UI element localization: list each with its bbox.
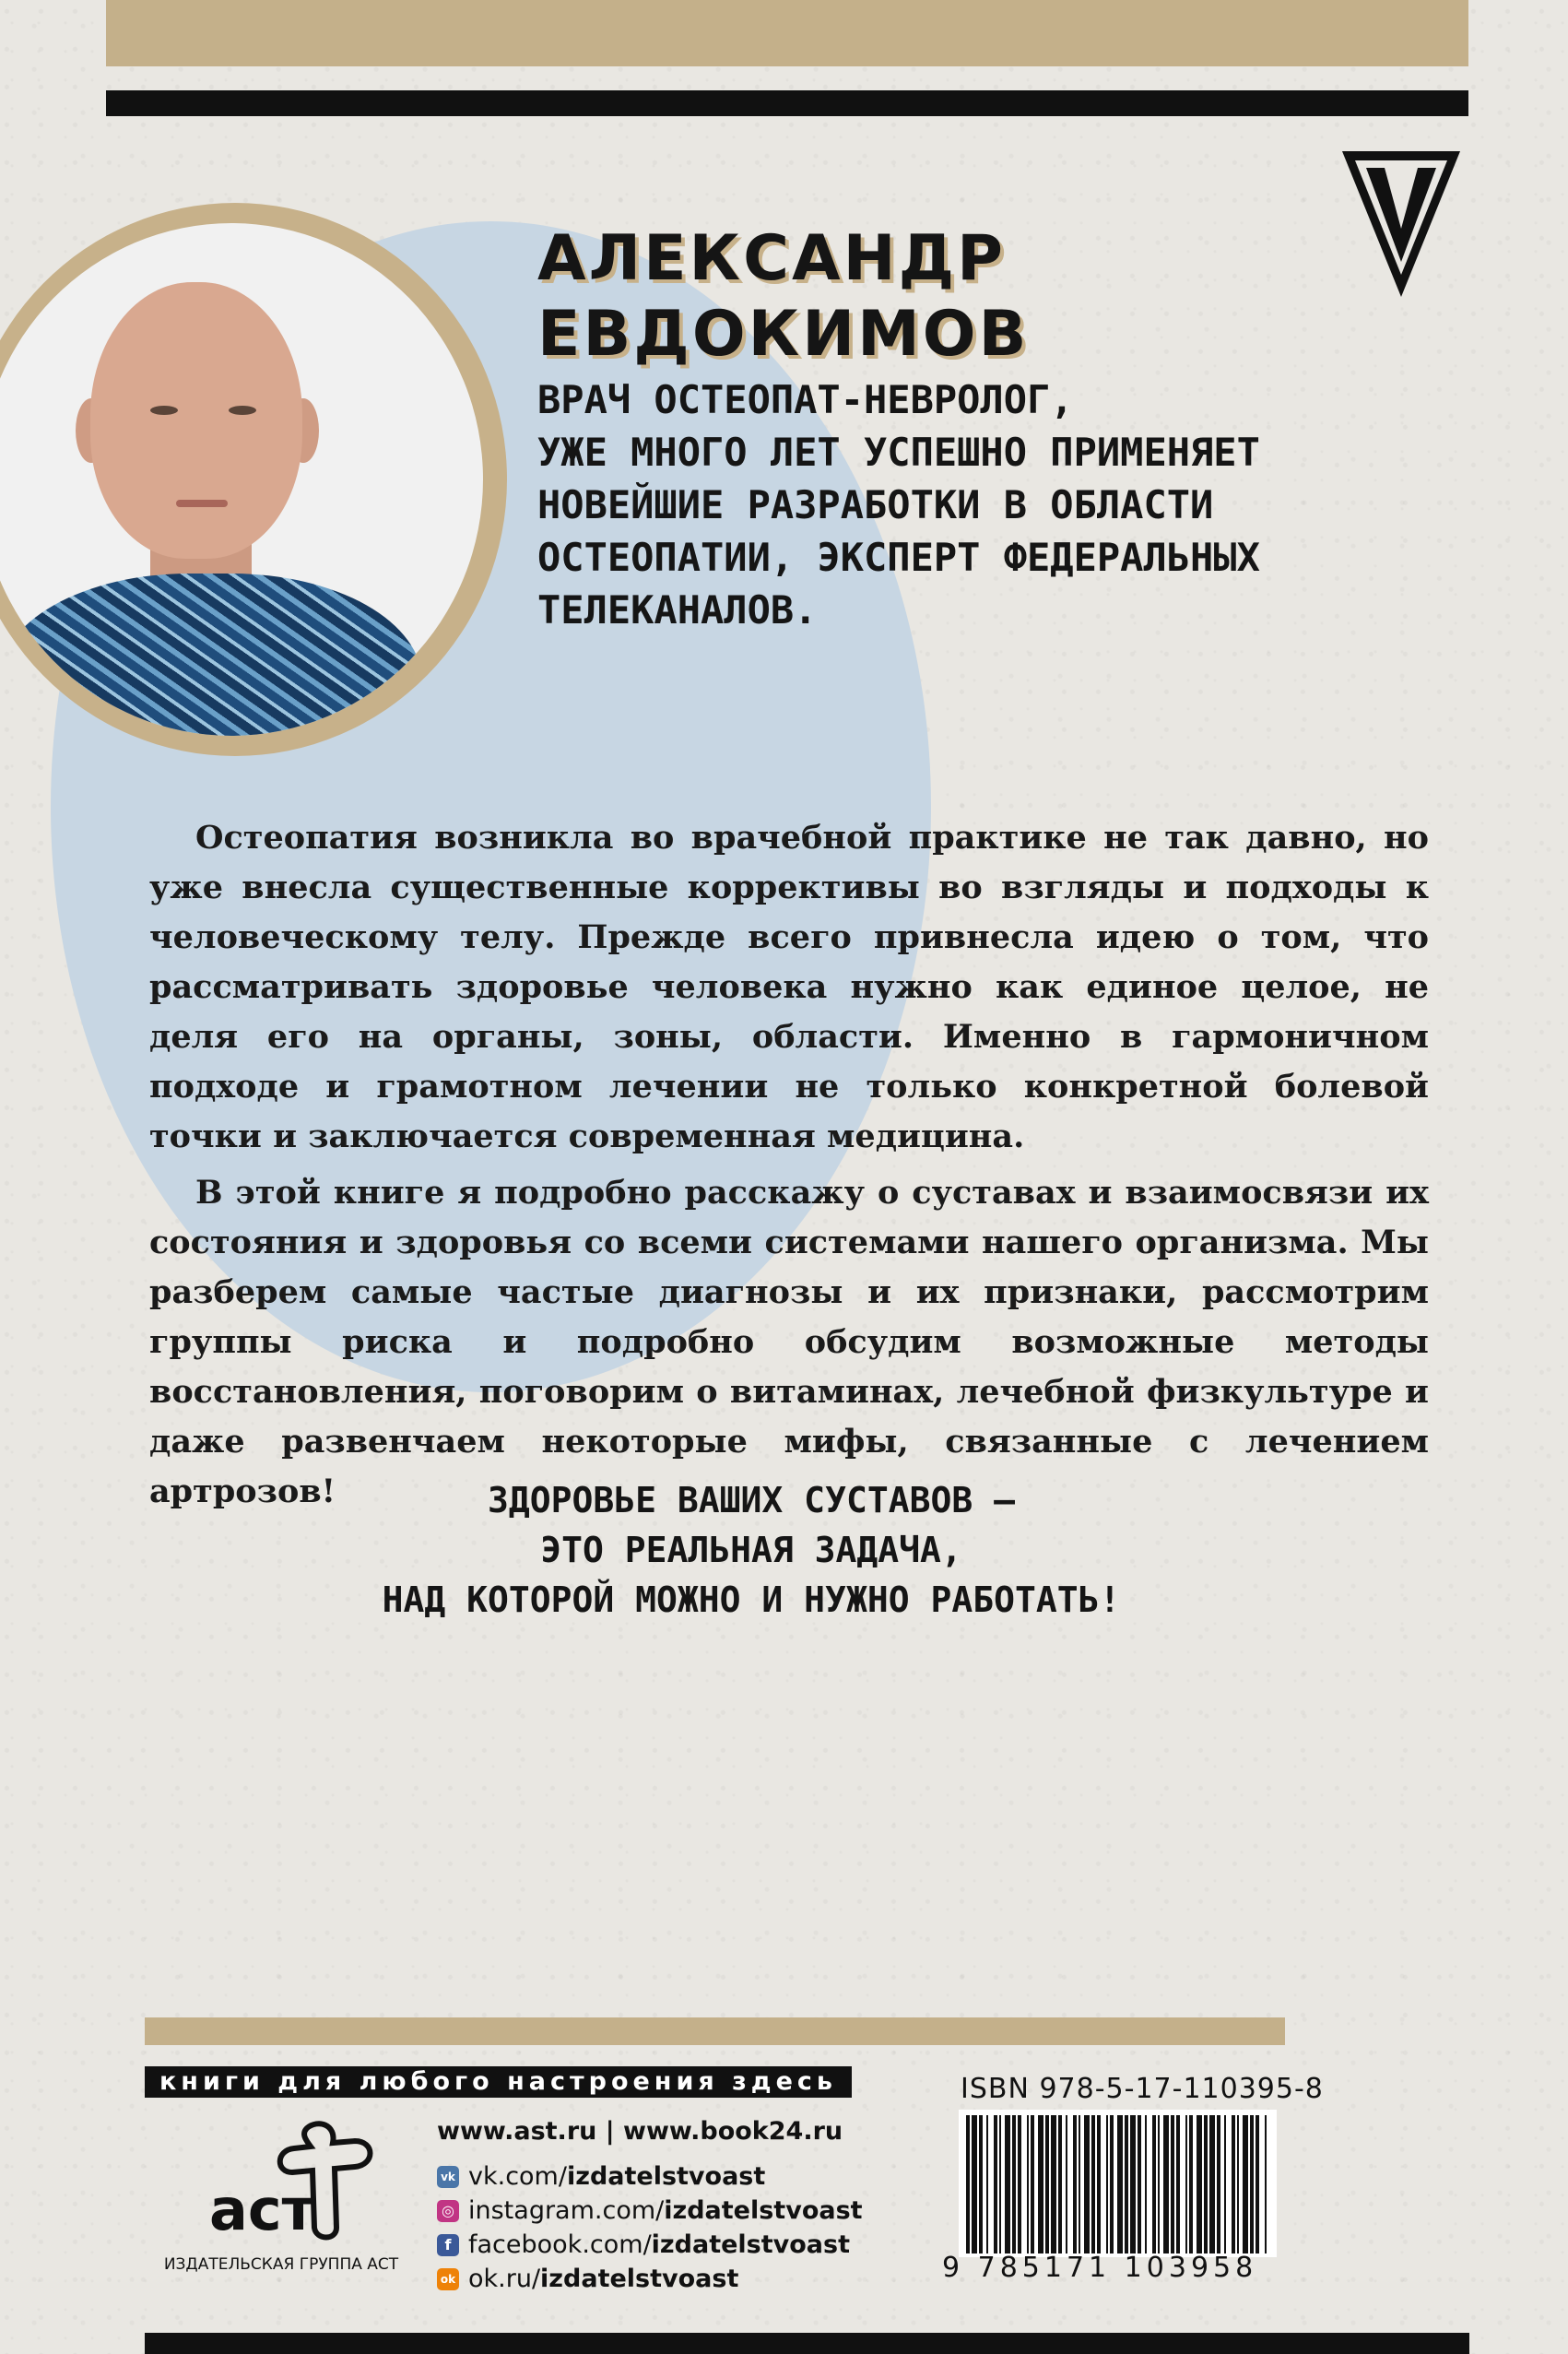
social-link-vk[interactable]: vk vk.com/ izdatelstvoast <box>437 2159 863 2194</box>
barcode-icon <box>959 2110 1277 2257</box>
author-first-name: АЛЕКСАНДР <box>537 222 1006 295</box>
publisher-sites[interactable]: www.ast.ru | www.book24.ru <box>437 2117 843 2146</box>
isbn-number: ISBN 978-5-17-110395-8 <box>961 2073 1324 2105</box>
barcode-stripe <box>1125 2115 1128 2253</box>
barcode-stripe <box>1163 2115 1169 2253</box>
barcode-stripe <box>1073 2115 1077 2253</box>
barcode-stripe <box>1217 2115 1220 2253</box>
barcode-stripe <box>1106 2115 1108 2253</box>
author-last-name: ЕВДОКИМОВ <box>537 298 1030 371</box>
barcode-digits: 9 785171 103958 <box>942 2252 1258 2284</box>
slogan-line: ЗДОРОВЬЕ ВАШИХ СУСТАВОВ – <box>488 1480 1015 1520</box>
barcode-stripe <box>1005 2115 1010 2253</box>
author-photo <box>0 223 483 736</box>
author-bio-line: ВРАЧ ОСТЕОПАТ-НЕВРОЛОГ, <box>537 377 1074 422</box>
barcode-stripe <box>1045 2115 1049 2253</box>
author-bio-line: НОВЕЙШИЕ РАЗРАБОТКИ В ОБЛАСТИ <box>537 482 1214 527</box>
annotation-paragraph: Остеопатия возникла во врачебной практике не так давно, но уже внесла существенные коррективы во взгляды и подходы к человеческому телу. Прежде всего привнесла идею о том, что рассматривать здоровье человека нужно как единое целое, не деля его на органы, зоны, области. Именно в гармоничном подходе и грамотном лечении не только конкретной болевой точки и заключается современная медицина. <box>149 819 1429 1155</box>
barcode-stripe <box>1051 2115 1056 2253</box>
facebook-icon: f <box>437 2234 459 2256</box>
author-bio-line: ОСТЕОПАТИИ, ЭКСПЕРТ ФЕДЕРАЛЬНЫХ <box>537 535 1260 580</box>
ok-icon: ok <box>437 2268 459 2290</box>
barcode-stripe <box>994 2115 997 2253</box>
barcode-stripe <box>1038 2115 1043 2253</box>
vk-icon: vk <box>437 2166 459 2188</box>
slogan <box>221 1475 1281 1625</box>
publisher-name: ИЗДАТЕЛЬСКАЯ ГРУППА АСТ <box>163 2255 399 2274</box>
barcode-stripe <box>999 2115 1001 2253</box>
barcode-stripe <box>1031 2115 1034 2253</box>
barcode-stripe <box>1158 2115 1160 2253</box>
slogan-line: ЭТО РЕАЛЬНАЯ ЗАДАЧА, <box>540 1530 962 1570</box>
barcode-stripe <box>1138 2115 1141 2253</box>
instagram-icon: ◎ <box>437 2200 459 2222</box>
barcode-stripe <box>1243 2115 1248 2253</box>
ast-logo-text: аст <box>209 2176 315 2243</box>
barcode-stripe <box>1237 2115 1239 2253</box>
barcode-stripe <box>972 2115 977 2253</box>
bottom-gold-band <box>145 2017 1285 2045</box>
annotation-paragraph: В этой книге я подробно расскажу о суставах и взаимосвязи их состояния и здоровья со всеми системами нашего организма. Мы разберем самые частые диагнозы и их признаки, рассмотрим группы риска и подробно обсудим возможные методы восстановления, поговорим о витаминах, лечебной физкультуре и даже развенчаем некоторые мифы, связанные с лечением артрозов! <box>149 1174 1429 1510</box>
barcode-stripe <box>1224 2115 1226 2253</box>
barcode-stripe <box>1091 2115 1095 2253</box>
barcode-stripe <box>1097 2115 1101 2253</box>
barcode-stripe <box>1058 2115 1062 2253</box>
barcode-stripe <box>1027 2115 1029 2253</box>
barcode-stripe <box>1117 2115 1123 2253</box>
barcode-stripe <box>1250 2115 1254 2253</box>
publisher-tagline: книги для любого настроения здесь <box>145 2066 852 2098</box>
slogan-line: НАД КОТОРОЙ МОЖНО И НУЖНО РАБОТАТЬ! <box>382 1579 1121 1620</box>
barcode-stripe <box>1012 2115 1016 2253</box>
author-bio-line: УЖЕ МНОГО ЛЕТ УСПЕШНО ПРИМЕНЯЕТ <box>537 430 1260 475</box>
barcode-stripe <box>1171 2115 1174 2253</box>
barcode-stripe <box>1232 2115 1235 2253</box>
barcode-stripe <box>986 2115 988 2253</box>
social-links <box>437 2159 863 2296</box>
barcode-stripe <box>1265 2115 1267 2253</box>
top-gold-band <box>106 0 1468 66</box>
barcode-stripe <box>1130 2115 1136 2253</box>
social-link-ok[interactable]: ok ok.ru/ izdatelstvoast <box>437 2262 863 2296</box>
barcode-stripe <box>1066 2115 1067 2253</box>
barcode-stripe <box>1256 2115 1259 2253</box>
barcode-stripe <box>1197 2115 1202 2253</box>
author-bio-line: ТЕЛЕКАНАЛОВ. <box>537 587 818 633</box>
barcode-stripe <box>1084 2115 1090 2253</box>
book-annotation <box>149 813 1429 1523</box>
barcode-stripe <box>1110 2115 1114 2253</box>
barcode-stripe <box>1018 2115 1021 2253</box>
series-v-logo-icon <box>1338 148 1464 301</box>
ast-logo-icon <box>198 2119 373 2248</box>
barcode-stripe <box>1185 2115 1187 2253</box>
author-name <box>537 221 1029 373</box>
social-link-instagram[interactable]: ◎ instagram.com/ izdatelstvoast <box>437 2194 863 2228</box>
barcode-stripe <box>966 2115 970 2253</box>
top-black-bar <box>106 90 1468 116</box>
bottom-black-bar <box>145 2333 1469 2354</box>
barcode-stripe <box>1189 2115 1193 2253</box>
barcode-stripe <box>1145 2115 1147 2253</box>
barcode-stripe <box>1209 2115 1215 2253</box>
social-link-facebook[interactable]: f facebook.com/ izdatelstvoast <box>437 2228 863 2262</box>
author-bio <box>537 373 1459 636</box>
barcode-stripe <box>1079 2115 1080 2253</box>
barcode-stripe <box>1204 2115 1208 2253</box>
barcode-stripe <box>1176 2115 1180 2253</box>
barcode-stripe <box>979 2115 983 2253</box>
barcode-stripe <box>1152 2115 1156 2253</box>
